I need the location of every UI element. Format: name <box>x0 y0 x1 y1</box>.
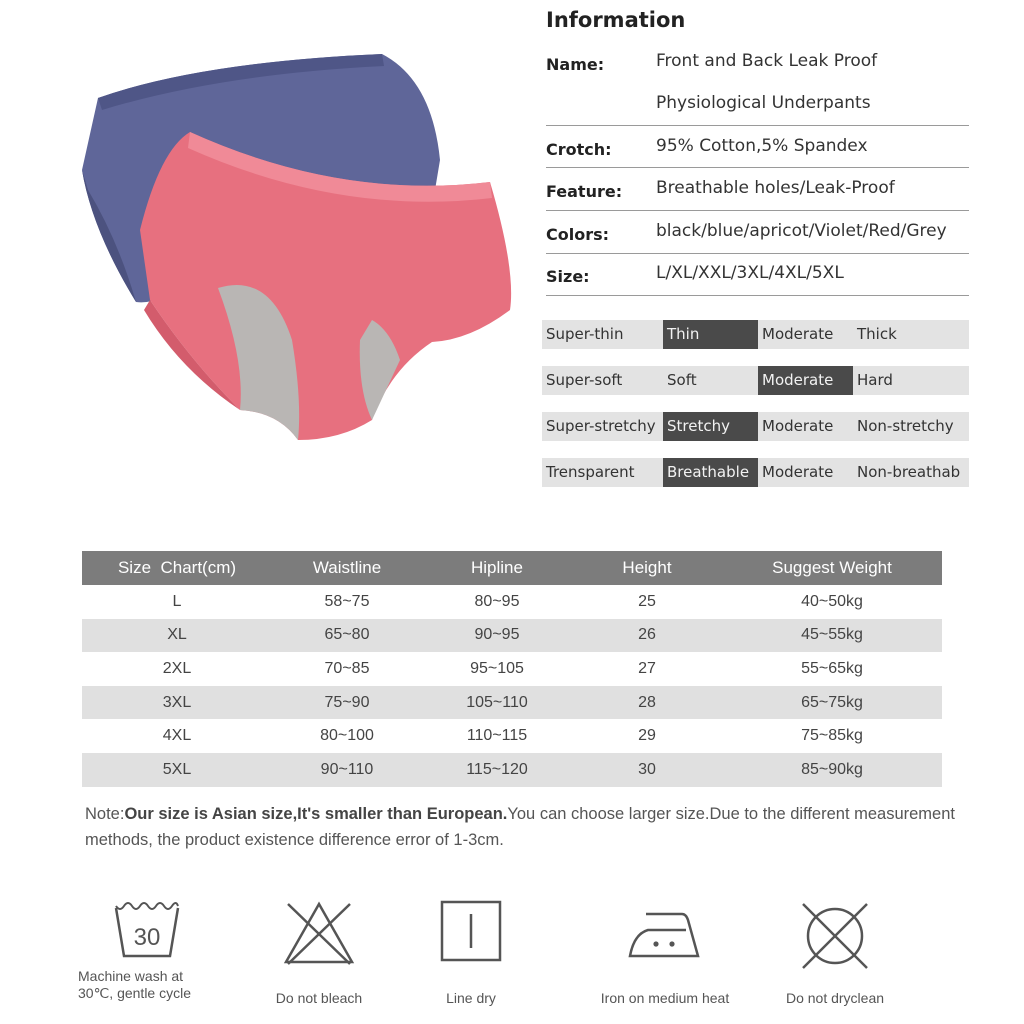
info-key: Feature: <box>546 182 623 201</box>
scale-option: Soft <box>667 371 697 389</box>
size-chart-column-header: Size Chart(cm) <box>82 551 272 585</box>
scale-option: Hard <box>857 371 893 389</box>
size-chart-column-header: Height <box>572 551 722 585</box>
table-cell: 85~90kg <box>722 753 942 787</box>
care-label: 30℃, gentle cycle <box>78 985 192 1001</box>
table-row <box>82 719 942 753</box>
care-machine-wash <box>72 898 222 1002</box>
table-cell: 4XL <box>162 727 192 745</box>
table-cell: 29 <box>638 727 656 745</box>
size-note <box>85 801 965 853</box>
care-do-not-dryclean <box>760 898 910 1007</box>
scale-option-selected: Moderate <box>758 366 853 395</box>
table-cell: XL <box>82 619 272 653</box>
table-cell: 75~90 <box>272 686 422 720</box>
do-not-bleach-icon <box>282 898 356 968</box>
size-chart-column-header: Suggest Weight <box>722 551 942 585</box>
info-value: black/blue/apricot/Violet/Red/Grey <box>656 221 947 241</box>
scale-row <box>542 320 969 349</box>
size-chart-table <box>82 551 942 787</box>
scale-option: Super-thin <box>546 325 624 343</box>
info-row-name <box>546 45 969 126</box>
note-emphasis: Our size is Asian size,It's smaller than European. <box>124 805 508 823</box>
table-cell: 40~50kg <box>801 592 863 610</box>
table-cell: 30 <box>572 753 722 787</box>
table-cell: 80~100 <box>320 727 374 745</box>
table-cell: 65~75kg <box>722 686 942 720</box>
scale-option-selected: Breathable <box>663 458 758 487</box>
table-cell: 95~105 <box>470 659 524 677</box>
table-cell: 28 <box>572 686 722 720</box>
info-value: Breathable holes/Leak-Proof <box>656 178 895 198</box>
table-cell: 90~95 <box>422 619 572 653</box>
table-cell: L <box>172 592 182 610</box>
table-cell: 115~120 <box>422 753 572 787</box>
info-key: Size: <box>546 267 590 286</box>
info-row-colors <box>546 210 969 254</box>
table-cell: 2XL <box>162 659 192 677</box>
care-label: Machine wash at <box>78 968 184 984</box>
info-row-crotch <box>546 125 969 168</box>
care-line-dry <box>396 898 546 1007</box>
scale-option: Moderate <box>762 417 834 435</box>
table-cell: 3XL <box>82 686 272 720</box>
table-cell: 110~115 <box>466 727 528 745</box>
table-cell: 70~85 <box>324 659 370 677</box>
scale-option: Super-stretchy <box>546 417 656 435</box>
info-value: L/XL/XXL/3XL/4XL/5XL <box>656 263 844 283</box>
machine-wash-30-icon <box>112 898 182 960</box>
table-row <box>82 753 942 787</box>
scale-option: Moderate <box>762 463 834 481</box>
size-chart-column-header: Waistline <box>272 551 422 585</box>
table-cell: 90~110 <box>272 753 422 787</box>
table-cell: 26 <box>572 619 722 653</box>
table-cell: 25 <box>638 592 656 610</box>
table-row <box>82 585 942 619</box>
do-not-dryclean-icon <box>797 898 873 974</box>
wash-temp: 30 <box>133 924 161 951</box>
table-cell: 80~95 <box>474 592 520 610</box>
scale-option: Trensparent <box>546 463 635 481</box>
table-cell: 65~80 <box>272 619 422 653</box>
size-chart-header <box>82 551 942 585</box>
scale-option: Super-soft <box>546 371 623 389</box>
info-key: Name: <box>546 55 605 74</box>
info-title: Information <box>546 8 686 32</box>
care-iron-medium <box>580 898 750 1007</box>
info-value: Front and Back Leak Proof <box>656 51 878 71</box>
scale-row <box>542 412 969 441</box>
care-label: Line dry <box>446 990 496 1006</box>
scale-option-selected: Thin <box>663 320 758 349</box>
table-row <box>82 686 942 720</box>
table-cell: 75~85kg <box>801 727 863 745</box>
info-row-feature <box>546 167 969 211</box>
size-chart-column-header: Hipline <box>422 551 572 585</box>
info-value: 95% Cotton,5% Spandex <box>656 136 868 156</box>
table-cell: 105~110 <box>422 686 572 720</box>
scale-option: Non-breathab <box>857 463 961 481</box>
table-cell: 5XL <box>82 753 272 787</box>
note-prefix: Note: <box>85 805 125 823</box>
info-row-size <box>546 253 969 296</box>
line-dry-icon <box>438 898 504 964</box>
table-row <box>82 652 942 686</box>
table-cell: 45~55kg <box>722 619 942 653</box>
product-photo <box>40 40 530 490</box>
scale-row <box>542 366 969 395</box>
scale-option: Thick <box>857 325 897 343</box>
scale-option: Non-stretchy <box>857 417 954 435</box>
table-cell: 27 <box>638 659 656 677</box>
info-key: Colors: <box>546 225 610 244</box>
table-row <box>82 619 942 653</box>
iron-medium-heat-icon <box>626 898 704 964</box>
care-label: Do not dryclean <box>785 990 885 1006</box>
care-label: Iron on medium heat <box>600 990 730 1006</box>
scale-option-selected: Stretchy <box>663 412 758 441</box>
table-cell: 55~65kg <box>801 659 863 677</box>
table-cell: 58~75 <box>324 592 370 610</box>
care-do-not-bleach <box>244 898 394 1007</box>
info-value: Physiological Underpants <box>656 93 871 113</box>
scale-row <box>542 458 969 487</box>
care-label: Do not bleach <box>275 990 363 1006</box>
note-text: You can choose larger size.Due to the different measurement methods, the product existence difference error of 1-3cm. <box>85 805 955 849</box>
scale-option: Moderate <box>762 325 834 343</box>
info-key: Crotch: <box>546 140 612 159</box>
